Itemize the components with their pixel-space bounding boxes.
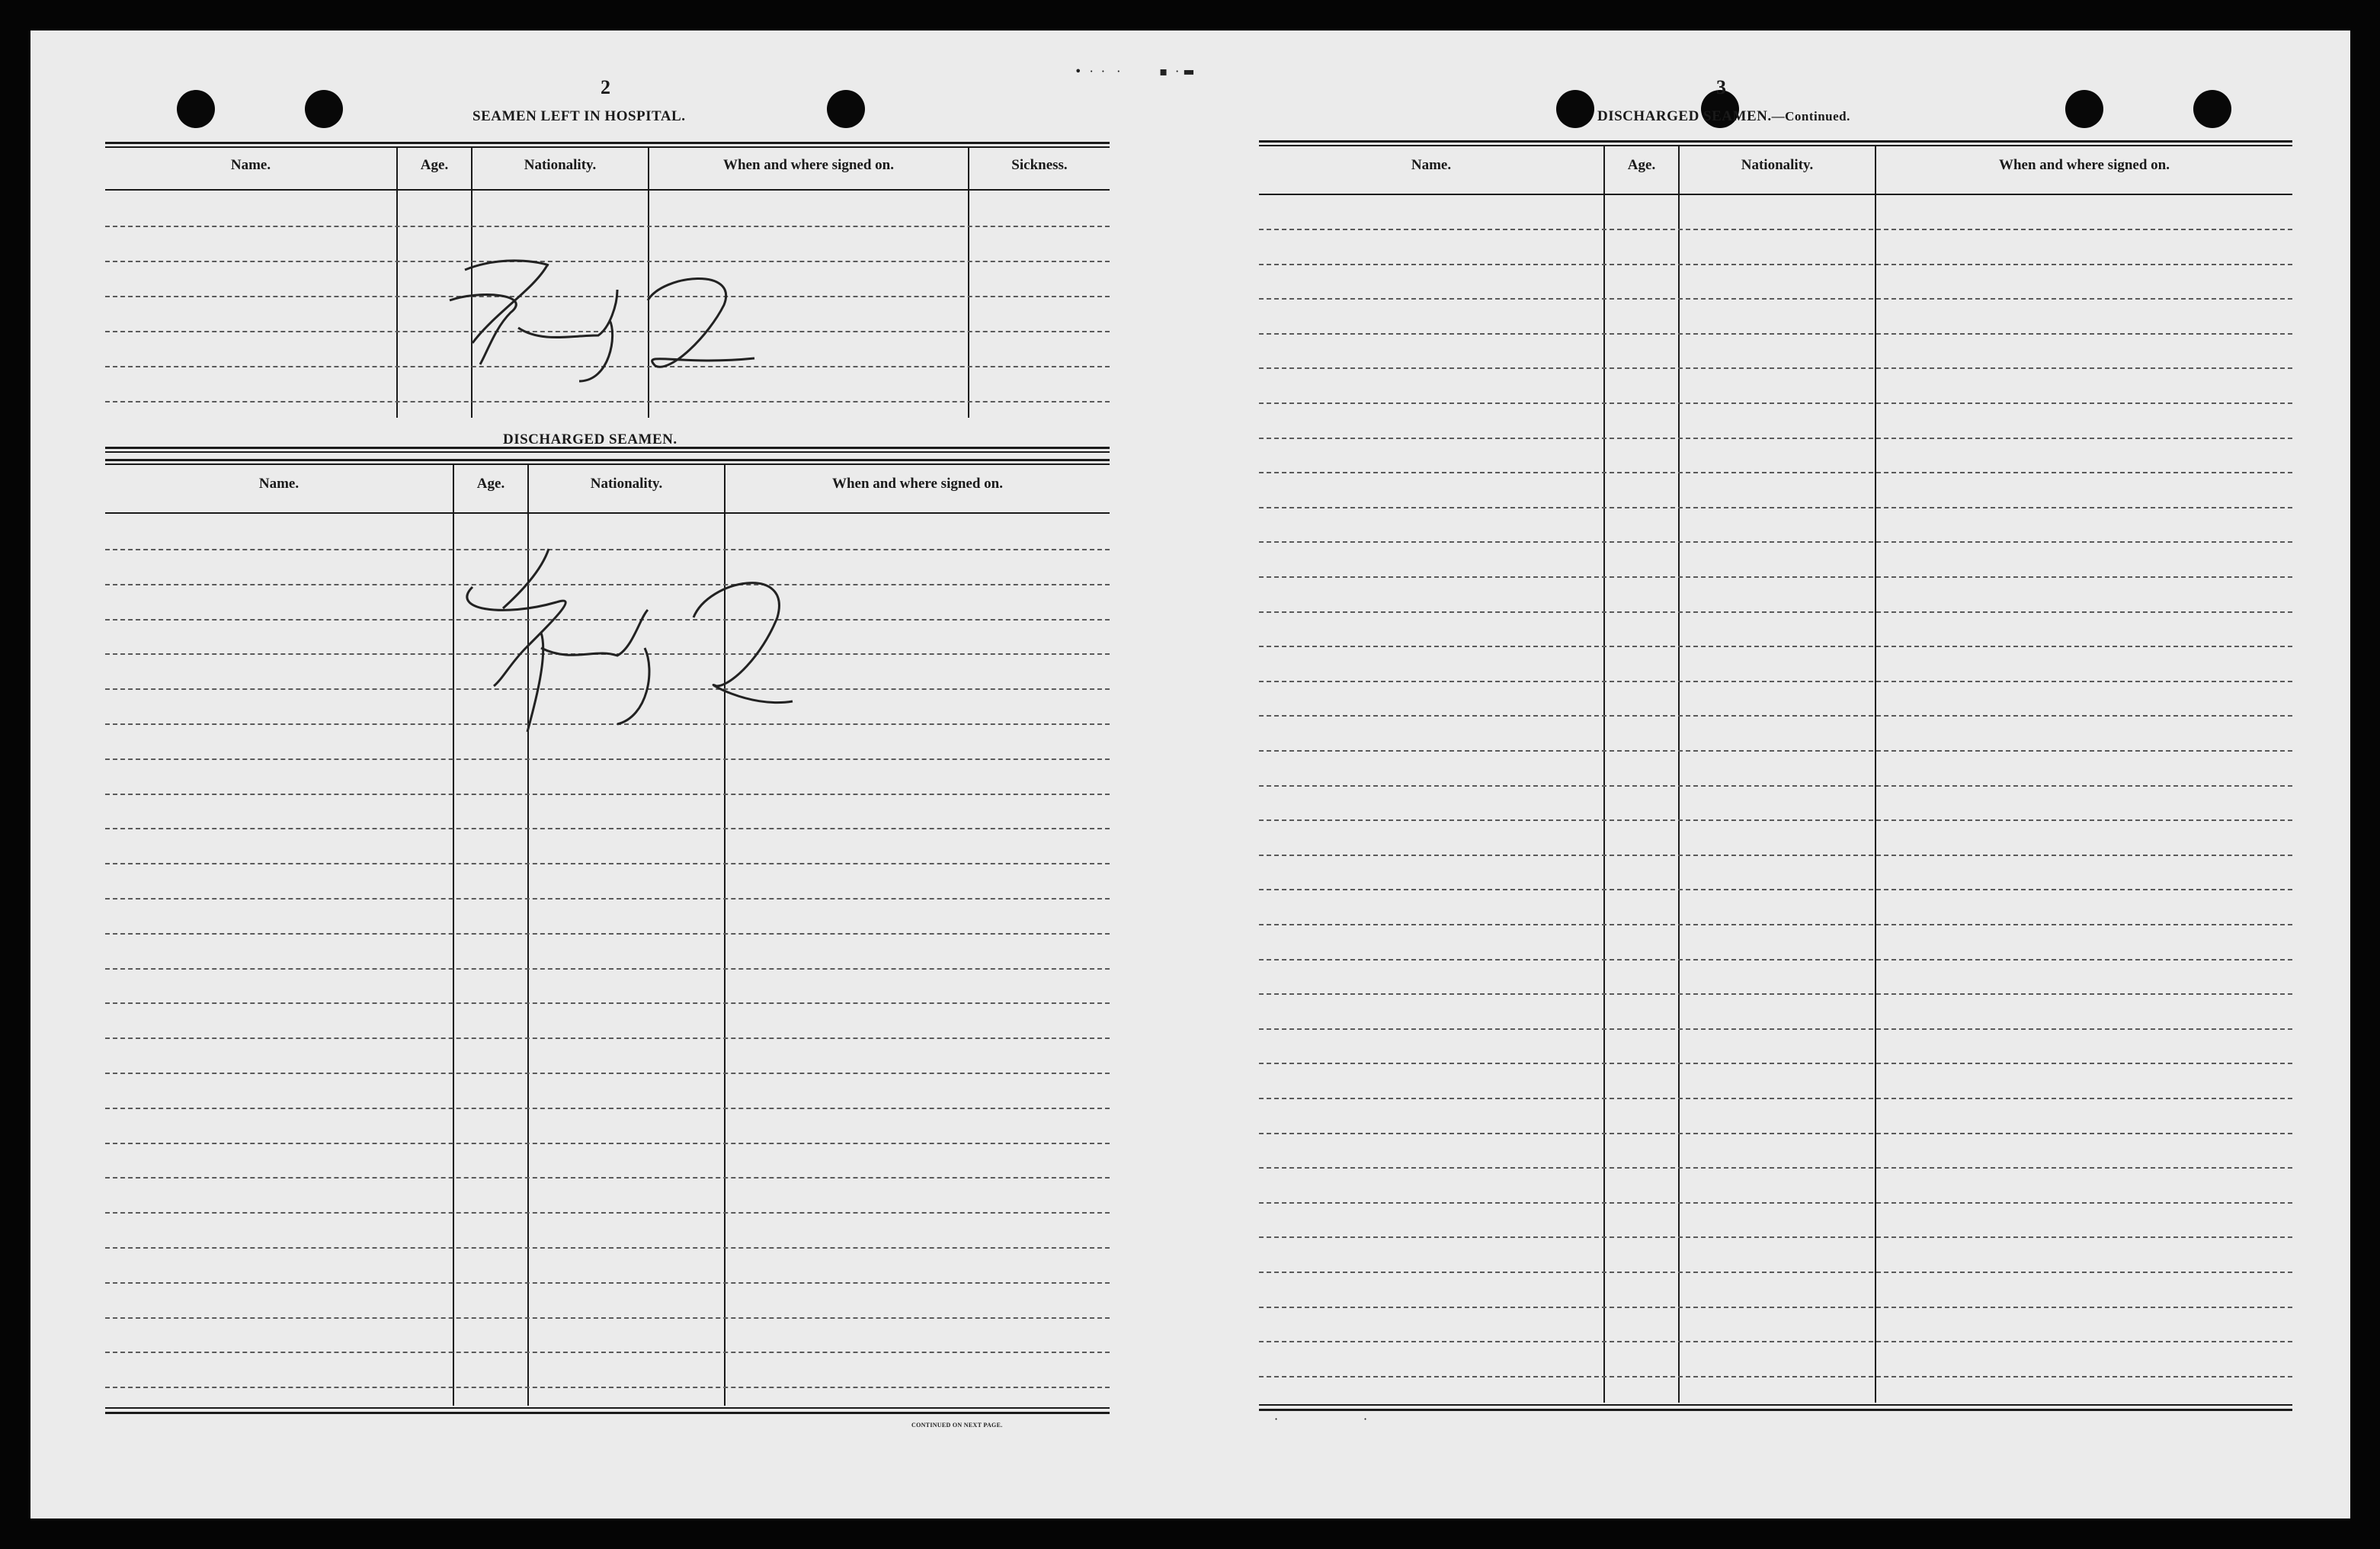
column-header-nationality: Nationality. (1741, 157, 1814, 173)
table-row (1259, 402, 2292, 404)
punch-hole (177, 90, 215, 128)
column-header-age: Age. (476, 476, 505, 492)
table-row (1259, 541, 2292, 543)
table-row (1259, 750, 2292, 752)
table-row (105, 1317, 1110, 1319)
table-row (105, 758, 1110, 760)
table-row (1259, 333, 2292, 335)
table-row (105, 968, 1110, 970)
table-row (1259, 298, 2292, 300)
table-row (1259, 681, 2292, 682)
table-row (1259, 1202, 2292, 1204)
table-row (1259, 1341, 2292, 1342)
page-number-right: 3 (1716, 76, 1726, 98)
table-row (105, 1002, 1110, 1004)
table-row (105, 1037, 1110, 1039)
column-header-signed-on: When and where signed on. (1998, 157, 2170, 173)
handwritten-nil-mark (419, 221, 777, 396)
column-header-name: Name. (230, 157, 271, 173)
table-row (1259, 715, 2292, 717)
punch-hole (827, 90, 865, 128)
table-row (1259, 1272, 2292, 1273)
document-spread (30, 30, 2350, 1519)
table-row (1259, 1063, 2292, 1064)
punch-hole (2193, 90, 2231, 128)
table-row (1259, 993, 2292, 995)
hospital-section-title: SEAMEN LEFT IN HOSPITAL. (472, 108, 686, 124)
table-row (1259, 1307, 2292, 1308)
table-row (1259, 507, 2292, 508)
table-row (105, 1177, 1110, 1179)
scan-specks: • · · · ▪ · ▬ (1075, 64, 1195, 79)
column-header-nationality: Nationality. (524, 157, 597, 173)
table-row (105, 794, 1110, 795)
table-row (105, 1073, 1110, 1074)
table-row (1259, 438, 2292, 439)
punch-hole (1556, 90, 1594, 128)
table-row (105, 863, 1110, 864)
column-header-nationality: Nationality. (590, 476, 663, 492)
table-row (1259, 1028, 2292, 1030)
table-row (1259, 264, 2292, 265)
table-row (105, 1247, 1110, 1249)
table-row (1259, 1236, 2292, 1238)
column-header-name: Name. (1411, 157, 1452, 173)
table-row (1259, 229, 2292, 230)
table-row (105, 1212, 1110, 1214)
column-header-age: Age. (1627, 157, 1656, 173)
table-row (1259, 367, 2292, 369)
table-row (1259, 1167, 2292, 1169)
page-number-left: 2 (601, 76, 610, 98)
table-row (105, 1108, 1110, 1109)
discharged-table-right (1259, 140, 2292, 1451)
table-row (1259, 1376, 2292, 1377)
table-row (105, 1352, 1110, 1353)
discharged-continued-title (1597, 108, 1850, 125)
table-row (1259, 611, 2292, 613)
punch-hole (2065, 90, 2103, 128)
table-row (1259, 1098, 2292, 1099)
column-header-signed-on: When and where signed on. (831, 476, 1003, 492)
handwritten-nil-mark (442, 534, 823, 747)
scan-specks: · · (1274, 1412, 1368, 1426)
table-row (1259, 889, 2292, 890)
table-row (105, 401, 1110, 402)
column-header-signed-on: When and where signed on. (722, 157, 894, 173)
table-row (1259, 472, 2292, 473)
table-row (105, 1282, 1110, 1284)
continued-note: CONTINUED ON NEXT PAGE. (911, 1422, 1003, 1429)
discharged-section-title: DISCHARGED SEAMEN. (503, 431, 677, 447)
table-row (1259, 819, 2292, 821)
column-header-sickness: Sickness. (1011, 157, 1068, 173)
table-row (1259, 646, 2292, 647)
table-row (1259, 855, 2292, 856)
punch-hole (305, 90, 343, 128)
title-main: DISCHARGED SEAMEN. (1597, 108, 1772, 124)
table-row (1259, 1133, 2292, 1134)
table-row (1259, 785, 2292, 787)
title-suffix: —Continued. (1771, 109, 1850, 123)
table-row (105, 1143, 1110, 1144)
table-row (105, 898, 1110, 900)
table-row (105, 1387, 1110, 1388)
table-row (1259, 959, 2292, 961)
column-header-name: Name. (258, 476, 300, 492)
column-header-age: Age. (420, 157, 449, 173)
table-row (1259, 576, 2292, 578)
table-row (105, 828, 1110, 829)
table-row (105, 933, 1110, 935)
table-row (1259, 924, 2292, 925)
